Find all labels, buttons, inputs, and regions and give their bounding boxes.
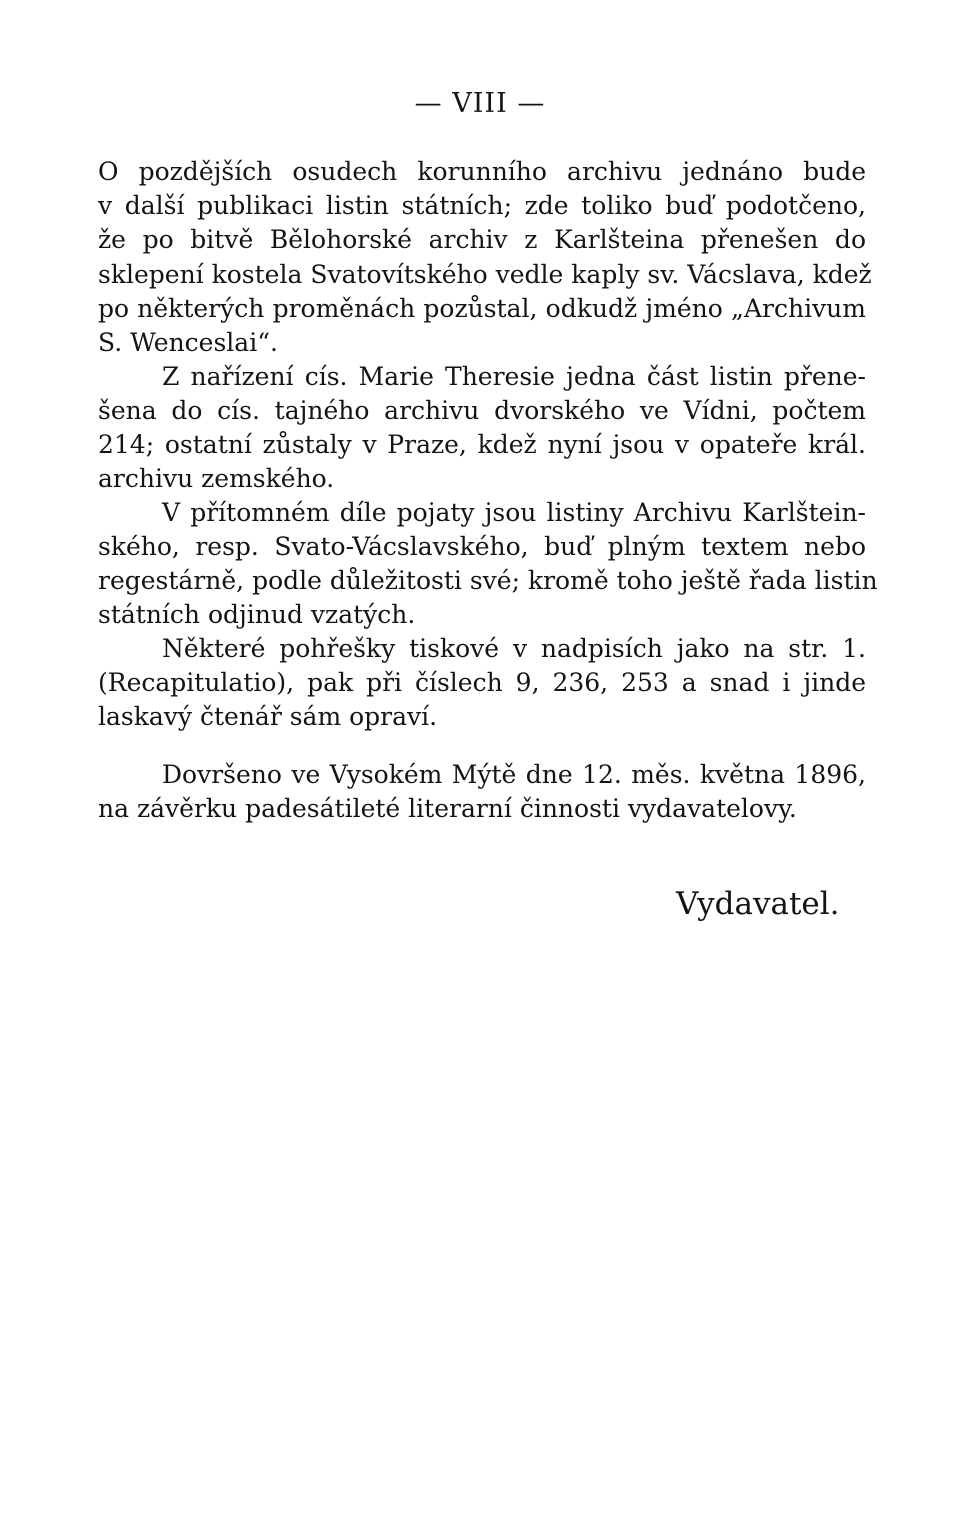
closing-line: na závěrku padesátileté literarní činnosti vydavatelovy. (98, 794, 797, 823)
paragraph-line: po některých proměnách pozůstal, odkudž jméno „Archivum (98, 294, 866, 323)
paragraph-line: ského, resp. Svato-Vácslavského, buď plným textem nebo (98, 532, 866, 561)
page-number: — VIII — (414, 88, 546, 119)
paragraph-line: laskavý čtenář sám opraví. (98, 702, 438, 731)
paragraph-line: že po bitvě Bělohorské archiv z Karlšteina přenešen do (98, 225, 866, 254)
paragraph-line: Z nařízení cís. Marie Theresie jedna část listin přene- (162, 362, 866, 391)
paragraph-line: regestárně, podle důležitosti své; kromě toho ještě řada listin (98, 566, 878, 595)
paragraph-line: šena do cís. tajného archivu dvorského ve Vídni, počtem (98, 396, 866, 425)
paragraph-line: O pozdějších osudech korunního archivu jednáno bude (98, 157, 866, 186)
paragraph-line: státních odjinud vzatých. (98, 600, 416, 629)
closing-line: Dovršeno ve Vysokém Mýtě dne 12. měs. května 1896, (162, 760, 866, 789)
paragraph-line: S. Wenceslai“. (98, 328, 278, 357)
paragraph-line: 214; ostatní zůstaly v Praze, kdež nyní jsou v opateře král. (98, 430, 866, 459)
paragraph-line: V přítomném díle pojaty jsou listiny Archivu Karlštein- (162, 498, 866, 527)
paragraph-line: v další publikaci listin státních; zde toliko buď podotčeno, (98, 191, 866, 220)
paragraph-line: (Recapitulatio), pak při číslech 9, 236, 253 a snad i jinde (98, 668, 866, 697)
paragraph-line: sklepení kostela Svatovítského vedle kaply sv. Vácslava, kdež (98, 260, 872, 289)
paragraph-line: archivu zemského. (98, 464, 335, 493)
paragraph-line: Některé pohřešky tiskové v nadpisích jako na str. 1. (162, 634, 866, 663)
signature: Vydavatel. (676, 886, 840, 922)
